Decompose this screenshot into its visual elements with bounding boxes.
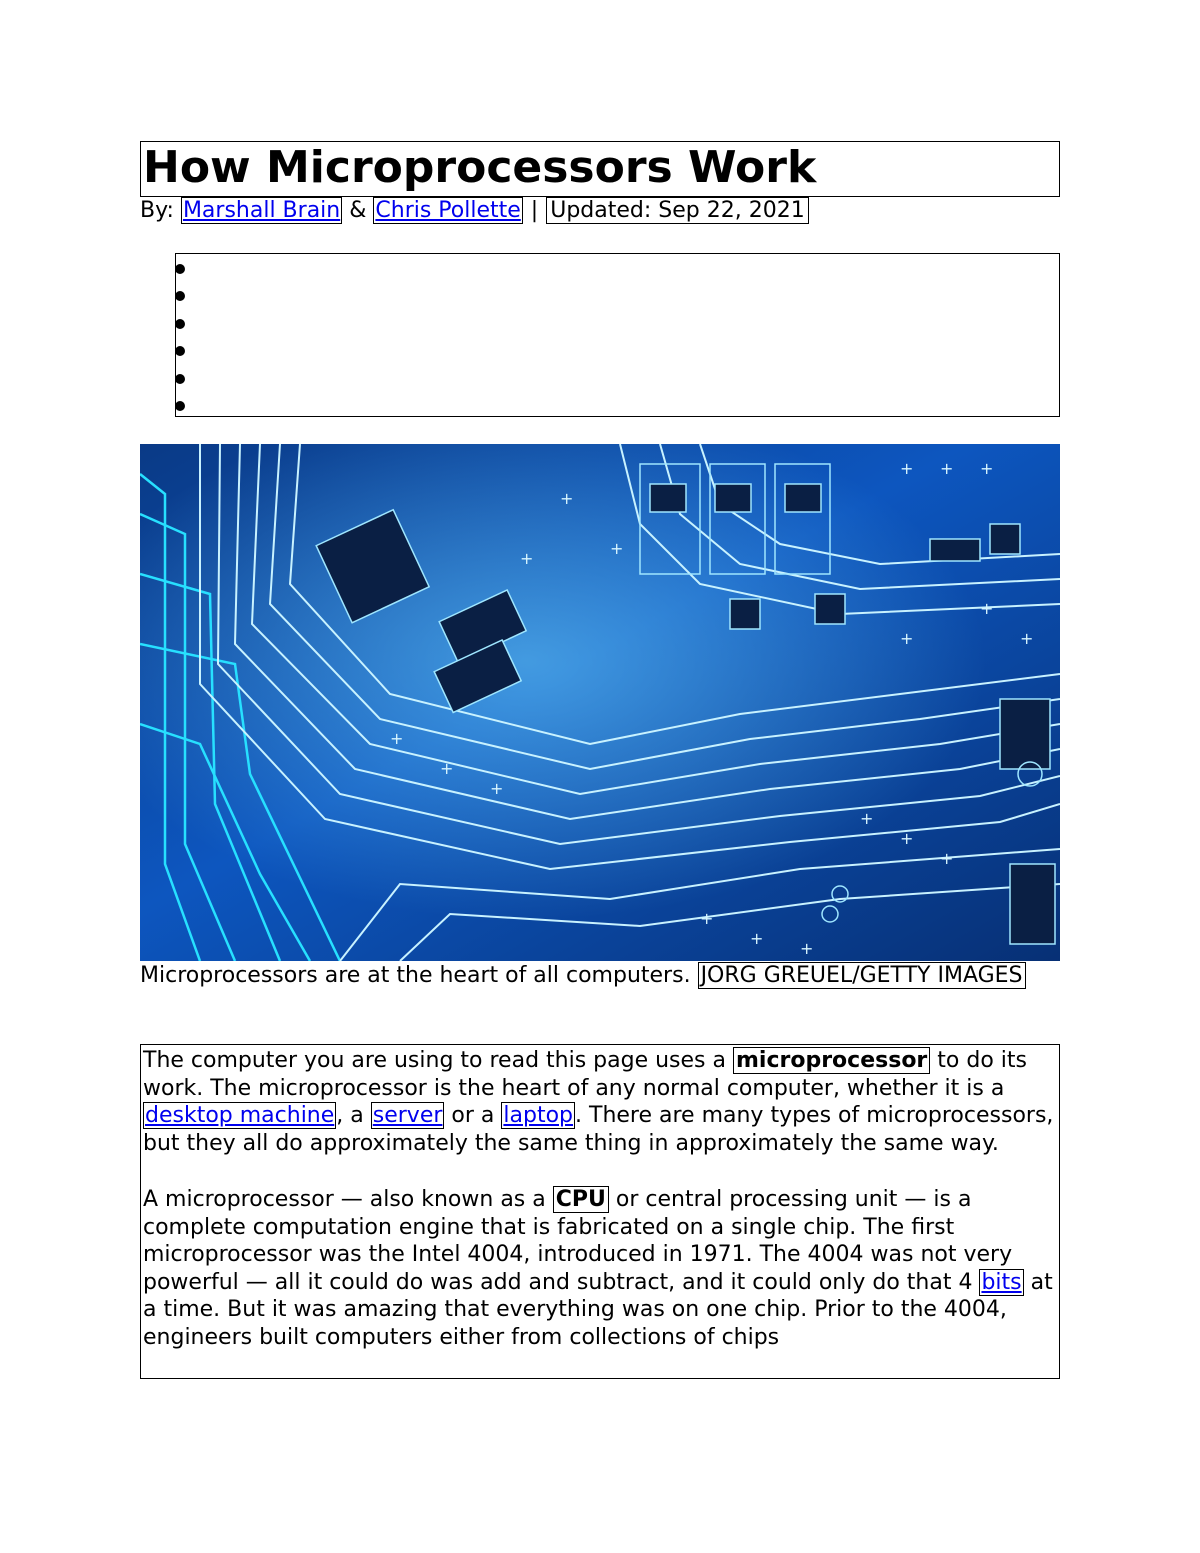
author-link-marshall-brain[interactable]: Marshall Brain	[182, 198, 341, 223]
svg-text:+: +	[610, 539, 624, 558]
byline-prefix: By:	[140, 198, 174, 223]
svg-text:+: +	[940, 849, 954, 868]
term-cpu: CPU	[553, 1186, 609, 1213]
bullet-list-box	[175, 253, 1060, 417]
svg-text:+: +	[900, 629, 914, 648]
title-box	[140, 141, 1060, 197]
updated-date: Updated: Sep 22, 2021	[546, 197, 808, 224]
svg-text:+: +	[390, 729, 404, 748]
svg-text:+: +	[700, 909, 714, 928]
link-bits[interactable]: bits	[981, 1269, 1022, 1295]
svg-text:+: +	[490, 779, 504, 798]
svg-text:+: +	[440, 759, 454, 778]
p2-text-1: A microprocessor — also known as a	[143, 1187, 546, 1212]
byline	[140, 196, 809, 226]
byline-ampersand: &	[349, 198, 367, 223]
link-server[interactable]: server	[372, 1103, 443, 1128]
svg-text:+: +	[900, 829, 914, 848]
circuit-board-image	[140, 444, 1060, 961]
svg-text:+: +	[750, 929, 764, 948]
author-link-chris-pollette[interactable]: Chris Pollette	[375, 198, 521, 223]
link-laptop[interactable]: laptop	[503, 1103, 574, 1128]
p1-text-3: , a	[336, 1103, 364, 1128]
p1-text-5: . There are many types of microprocessors, but they all do approximately the same thing in approximately the same way.	[143, 1103, 1054, 1156]
p1-text-2: to do its work. The microprocessor is the heart of any normal computer, whether it is a	[143, 1048, 1027, 1101]
p1-text-1: The computer you are using to read this page uses a	[143, 1048, 726, 1073]
svg-text:+: +	[1020, 629, 1034, 648]
svg-text:+: +	[520, 549, 534, 568]
caption-text: Microprocessors are at the heart of all computers.	[140, 963, 691, 988]
p2-text-3: at a time. But it was amazing that everything was on one chip. Prior to the 4004, engineers built computers either from collections of chips	[143, 1269, 1053, 1350]
image-caption	[140, 962, 1040, 990]
p2-text-2: or central processing unit — is a complete computation engine that is fabricated on a single chip. The first microprocessor was the Intel 4004, introduced in 1971. The 4004 was not very powerful — all it could do was add and subtract, and it could only do that 4	[143, 1187, 1013, 1295]
svg-text:+: +	[900, 459, 914, 478]
svg-text:+: +	[860, 809, 874, 828]
svg-text:+: +	[560, 489, 574, 508]
link-desktop-machine[interactable]: desktop machine	[145, 1103, 335, 1128]
byline-separator: |	[530, 198, 539, 223]
term-microprocessor: microprocessor	[733, 1047, 930, 1074]
paragraph-1	[141, 1045, 1059, 1157]
p1-text-4: or a	[451, 1103, 495, 1128]
svg-text:+: +	[800, 939, 814, 958]
image-credit: JORG GREUEL/GETTY IMAGES	[698, 962, 1026, 989]
svg-text:+: +	[940, 459, 954, 478]
article-body	[140, 1044, 1060, 1379]
paragraph-2	[141, 1184, 1059, 1351]
page-title: How Microprocessors Work	[143, 142, 817, 193]
svg-text:+: +	[980, 599, 994, 618]
svg-text:+: +	[980, 459, 994, 478]
